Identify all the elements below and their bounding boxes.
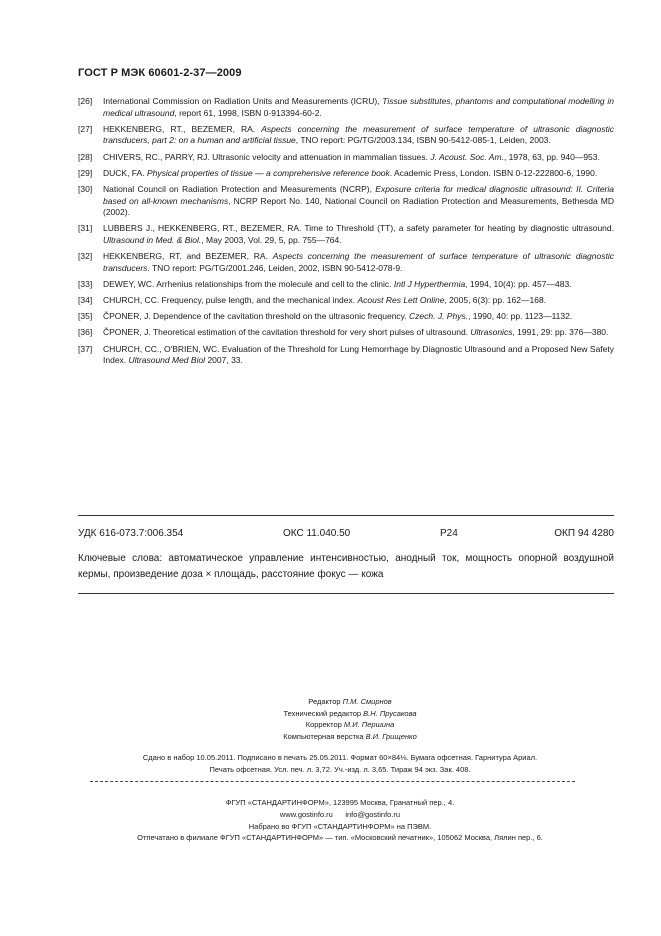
- reference-number: [32]: [78, 251, 93, 262]
- reference-item: [78, 124, 614, 147]
- reference-text: ČPONER, J. Dependence of the cavitation threshold on the ultrasonic frequency. Czech. J. Phys., 1990, 40: pp. 1123—1132.: [103, 311, 573, 322]
- imprint-line-1: Сдано в набор 10.05.2011. Подписано в печать 25.05.2011. Формат 60×84⅛. Бумага офсетная. Гарнитура Ариал.: [142, 753, 538, 762]
- reference-number: [34]: [78, 295, 93, 306]
- reference-text: LUBBERS J., HEKKENBERG, RT., BEZEMER, RA. Time to Threshold (TT), a safety parameter for heating by diagnostic ultrasound. Ultrasound in Med. & Biol., May 2003, Vol. 29, 5, pp. 755—764.: [103, 223, 614, 245]
- reference-number: [30]: [78, 183, 93, 194]
- reference-item: [78, 184, 614, 219]
- dashed-divider: [90, 781, 575, 782]
- imprint-line-2: Печать офсетная. Усл. печ. л. 3,72. Уч.-изд. л. 3,65. Тираж 94 экз. Зак. 408.: [209, 765, 471, 774]
- group-code: Р24: [440, 528, 458, 539]
- reference-item: [78, 311, 614, 323]
- page-header: ГОСТ Р МЭК 60601-2-37—2009: [78, 67, 242, 79]
- reference-item: [78, 327, 614, 339]
- keywords: Ключевые слова: автоматическое управление интенсивностью, анодный ток, мощность опорной воздушной кермы, произведение доза × площадь, расстояние фокус — кожа: [78, 553, 614, 580]
- publisher-line-3: Набрано во ФГУП «СТАНДАРТИНФОРМ» на ПЭВМ.: [248, 821, 432, 831]
- reference-item: [78, 223, 614, 246]
- reference-text: HEKKENBERG, RT., BEZEMER, RA. Aspects concerning the measurement of surface temperature of ultrasonic diagnostic transducers, part 2: on a human and artificial tissue, TNO report: PG/TG/2003.134, ISBN 90-5412-085-1, Leiden, 2003.: [103, 123, 615, 146]
- reference-item: [78, 168, 614, 180]
- editor-line: Редактор П.М. Смирнов: [308, 697, 392, 706]
- okp-code: ОКП 94 4280: [554, 528, 614, 539]
- reference-number: [27]: [78, 123, 93, 134]
- reference-text: CHURCH, CC., O'BRIEN, WC. Evaluation of the Threshold for Lung Hemorrhage by Diagnostic Ultrasound and a Proposed New Safety Index. Ultrasound Med Biol 2007, 33.: [103, 343, 614, 366]
- editors-block: [220, 696, 480, 742]
- reference-number: [37]: [78, 343, 93, 354]
- reference-number: [28]: [78, 151, 93, 162]
- publisher-line-1: ФГУП «СТАНДАРТИНФОРМ», 123995 Москва, Гранатный пер., 4.: [225, 798, 455, 807]
- reference-text: HEKKENBERG, RT. and BEZEMER, RA. Aspects concerning the measurement of surface temperature of ultrasonic diagnostic transducers. TNO report: PG/TG/2001.246, Leiden, 2002, ISBN 90-5412-078-9.: [103, 251, 614, 273]
- corrector-line: Корректор М.И. Першина: [305, 720, 395, 729]
- reference-number: [36]: [78, 327, 93, 338]
- reference-number: [29]: [78, 167, 93, 178]
- reference-text: ČPONER, J. Theoretical estimation of the cavitation threshold for very short pulses of ultrasound. Ultrasonics, 1991, 29: pp. 376—380.: [103, 327, 609, 338]
- divider-bottom: [78, 593, 614, 594]
- imprint-block: [90, 752, 590, 776]
- reference-item: [78, 344, 614, 367]
- reference-item: [78, 152, 614, 164]
- reference-text: National Council on Radiation Protection and Measurements (NCRP), Exposure criteria for medical diagnostic ultrasound: II. Criteria based on all-known mechanisms, NCRP Report No. 140, National Council on Radiation Protection and Measurements, Bethesda MD (2002).: [103, 183, 614, 218]
- reference-number: [31]: [78, 223, 93, 234]
- publisher-line-2: www.gostinfo.ru info@gostinfo.ru: [279, 809, 401, 819]
- publisher-line-4: Отпечатано в филиале ФГУП «СТАНДАРТИНФОРМ» — тип. «Московский печатник», 105062 Москва, Лялин пер., 6.: [137, 833, 543, 843]
- udk-code: УДК 616-073.7:006.354: [78, 528, 184, 539]
- reference-text: CHIVERS, RC., PARRY, RJ. Ultrasonic velocity and attenuation in mammalian tissues. J. Acoust. Soc. Am., 1978, 63, pp. 940—953.: [103, 151, 600, 162]
- reference-item: [78, 96, 614, 119]
- tech-editor-line: Технический редактор В.Н. Прусакова: [283, 708, 417, 718]
- reference-number: [26]: [78, 96, 93, 106]
- reference-item: [78, 279, 614, 291]
- references-list: [78, 96, 614, 371]
- reference-item: [78, 251, 614, 274]
- oks-code: ОКС 11.040.50: [283, 528, 351, 539]
- layout-line: Компьютерная верстка В.И. Грищенко: [283, 731, 417, 741]
- reference-number: [35]: [78, 311, 93, 322]
- reference-number: [33]: [78, 278, 93, 289]
- divider-top: [78, 515, 614, 516]
- reference-text: International Commission on Radiation Units and Measurements (ICRU), Tissue substitutes, phantoms and computational modelling in medical ultrasound, report 61, 1998, ISBN 0-913394-60-2.: [103, 96, 614, 118]
- reference-item: [78, 295, 614, 307]
- reference-text: DUCK, FA. Physical properties of tissue — a comprehensive reference book. Academic Press, London. ISBN 0-12-222800-6, 1990.: [103, 167, 598, 178]
- reference-text: DEWEY, WC. Arrhenius relationships from the molecule and cell to the clinic. Intl J Hyperthermia, 1994, 10(4): pp. 457—483.: [103, 278, 572, 289]
- publisher-block: [90, 797, 590, 844]
- reference-text: CHURCH, CC. Frequency, pulse length, and the mechanical index. Acoust Res Lett Online, 2005, 6(3): pp. 162—168.: [103, 295, 547, 306]
